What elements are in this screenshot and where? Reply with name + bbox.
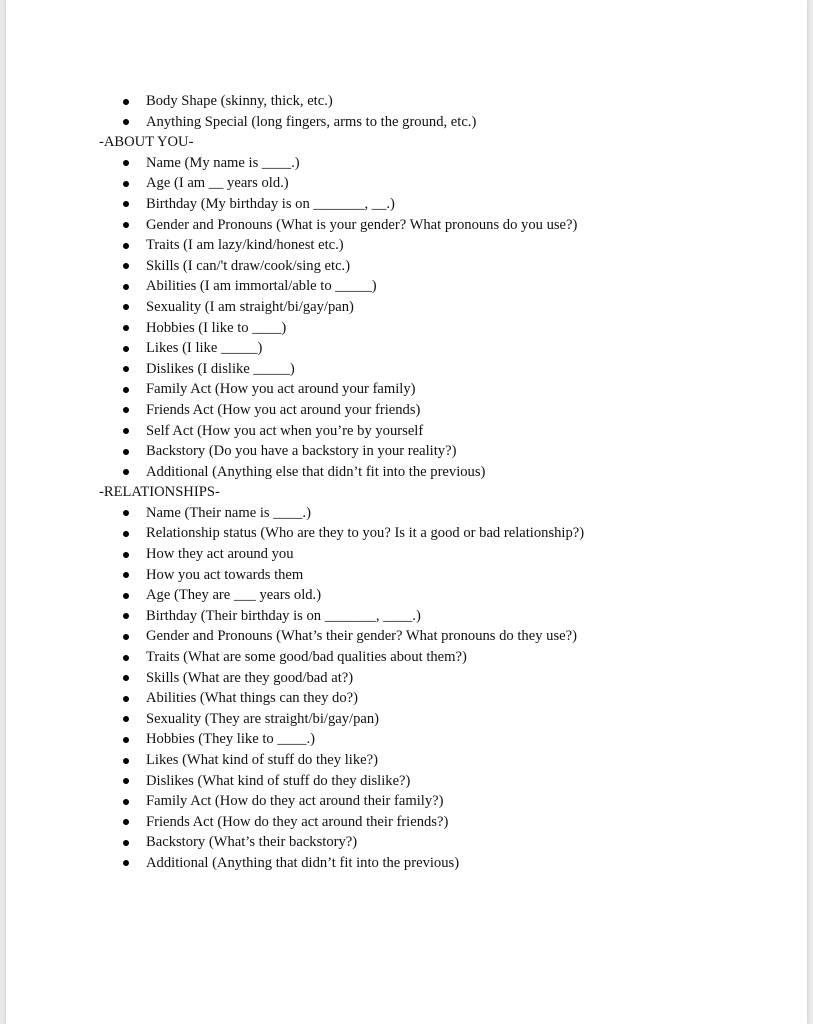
list-item: How they act around you bbox=[6, 544, 807, 565]
list-item: Name (My name is ____.) bbox=[6, 153, 807, 174]
list-item: Age (They are ___ years old.) bbox=[6, 585, 807, 606]
list-item: Relationship status (Who are they to you? Is it a good or bad relationship?) bbox=[6, 523, 807, 544]
list-item: Traits (I am lazy/kind/honest etc.) bbox=[6, 235, 807, 256]
list-item: Abilities (What things can they do?) bbox=[6, 688, 807, 709]
list-item: Self Act (How you act when you’re by yourself bbox=[6, 421, 807, 442]
list-item: Skills (I can/'t draw/cook/sing etc.) bbox=[6, 256, 807, 277]
list-item: Likes (I like _____) bbox=[6, 338, 807, 359]
document-page bbox=[6, 0, 807, 1024]
relationships-list bbox=[6, 503, 807, 874]
list-item: Body Shape (skinny, thick, etc.) bbox=[6, 91, 807, 112]
list-item: Hobbies (They like to ____.) bbox=[6, 729, 807, 750]
list-item: Friends Act (How you act around your friends) bbox=[6, 400, 807, 421]
document-content bbox=[6, 91, 807, 874]
list-item: Sexuality (I am straight/bi/gay/pan) bbox=[6, 297, 807, 318]
about-you-heading: -ABOUT YOU- bbox=[99, 134, 194, 151]
list-item: How you act towards them bbox=[6, 565, 807, 586]
list-item: Skills (What are they good/bad at?) bbox=[6, 668, 807, 689]
about-you-list bbox=[6, 153, 807, 483]
list-item: Age (I am __ years old.) bbox=[6, 173, 807, 194]
list-item: Birthday (Their birthday is on _______, ____.) bbox=[6, 606, 807, 627]
list-item: Birthday (My birthday is on _______, __.) bbox=[6, 194, 807, 215]
list-item: Dislikes (What kind of stuff do they dislike?) bbox=[6, 771, 807, 792]
relationships-heading: -RELATIONSHIPS- bbox=[99, 484, 220, 501]
intro-list bbox=[6, 91, 807, 132]
list-item: Friends Act (How do they act around their friends?) bbox=[6, 812, 807, 833]
list-item: Sexuality (They are straight/bi/gay/pan) bbox=[6, 709, 807, 730]
list-item: Family Act (How you act around your family) bbox=[6, 379, 807, 400]
list-item: Traits (What are some good/bad qualities about them?) bbox=[6, 647, 807, 668]
list-item: Gender and Pronouns (What’s their gender? What pronouns do they use?) bbox=[6, 626, 807, 647]
list-item: Additional (Anything else that didn’t fit into the previous) bbox=[6, 462, 807, 483]
list-item: Likes (What kind of stuff do they like?) bbox=[6, 750, 807, 771]
list-item: Name (Their name is ____.) bbox=[6, 503, 807, 524]
list-item: Anything Special (long fingers, arms to the ground, etc.) bbox=[6, 112, 807, 133]
list-item: Dislikes (I dislike _____) bbox=[6, 359, 807, 380]
list-item: Hobbies (I like to ____) bbox=[6, 318, 807, 339]
list-item: Additional (Anything that didn’t fit into the previous) bbox=[6, 853, 807, 874]
list-item: Abilities (I am immortal/able to _____) bbox=[6, 276, 807, 297]
list-item: Backstory (What’s their backstory?) bbox=[6, 832, 807, 853]
list-item: Family Act (How do they act around their family?) bbox=[6, 791, 807, 812]
list-item: Backstory (Do you have a backstory in your reality?) bbox=[6, 441, 807, 462]
list-item: Gender and Pronouns (What is your gender? What pronouns do you use?) bbox=[6, 215, 807, 236]
